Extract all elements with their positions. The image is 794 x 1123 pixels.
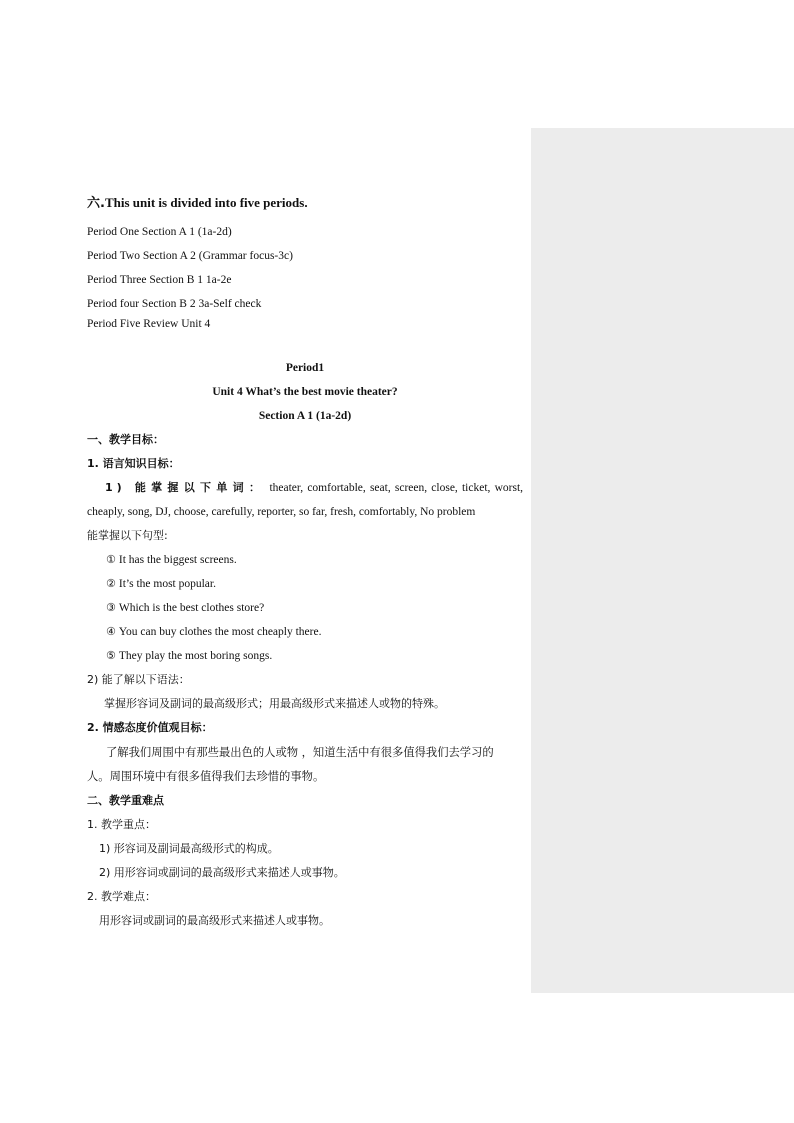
sentence-text: Which is the best clothes store? <box>118 602 265 614</box>
number-marker: ① <box>106 553 116 566</box>
period-item-1: Period One Section A 1 (1a-2d) <box>87 226 232 238</box>
sentence-item <box>106 625 321 639</box>
vocab-label: 1) 能掌握以下单词： <box>105 481 266 494</box>
sentence-item <box>106 649 272 663</box>
sentences-label: 能掌握以下句型: <box>87 529 168 542</box>
number-marker: ⑤ <box>106 649 116 662</box>
key-difficult-heading: 二、教学重难点 <box>87 794 164 807</box>
lesson-unit-title: Unit 4 What’s the best movie theater? <box>212 386 398 398</box>
comment-pane <box>531 128 794 993</box>
sentence-item <box>106 601 264 615</box>
emotion-goal-heading: 2. 情感态度价值观目标： <box>87 721 213 734</box>
periods-heading <box>87 196 308 211</box>
number-marker: ③ <box>106 601 116 614</box>
sentence-text: They play the most boring songs. <box>118 650 273 662</box>
periods-heading-text: This unit is divided into five periods. <box>104 195 308 210</box>
periods-heading-number: 六. <box>87 196 105 211</box>
emotion-line-1: 了解我们周围中有那些最出色的人或物 ，知道生活中有很多值得我们去学习的 <box>106 746 494 759</box>
number-marker: ④ <box>106 625 116 638</box>
language-goal-heading: 1. 语言知识目标： <box>87 457 180 470</box>
grammar-label: 2) 能了解以下语法： <box>87 673 190 686</box>
lesson-period: Period1 <box>285 362 325 374</box>
sentence-text: It has the biggest screens. <box>118 554 237 566</box>
lesson-section: Section A 1 (1a-2d) <box>258 410 352 422</box>
sentence-item <box>106 577 216 591</box>
period-item-2: Period Two Section A 2 (Grammar focus-3c) <box>87 250 293 262</box>
sentence-text: You can buy clothes the most cheaply there. <box>118 626 322 638</box>
goals-heading: 一、教学目标： <box>87 433 164 446</box>
key-point-item: 1) 形容词及副词最高级形式的构成。 <box>99 842 279 855</box>
key-point-item: 2) 用形容词或副词的最高级形式来描述人或事物。 <box>99 866 345 879</box>
period-item-4: Period four Section B 2 3a-Self check <box>87 298 262 310</box>
emotion-line-2: 人。周围环境中有很多值得我们去珍惜的事物。 <box>87 770 325 783</box>
sentence-item <box>106 553 237 567</box>
vocab-line-1 <box>105 481 523 495</box>
key-points-label: 1. 教学重点： <box>87 818 156 831</box>
sentence-text: It’s the most popular. <box>118 578 216 590</box>
number-marker: ② <box>106 577 116 590</box>
vocab-words-1: theater, comfortable, seat, screen, close, ticket, worst, <box>269 482 524 494</box>
period-item-5: Period Five Review Unit 4 <box>87 318 211 330</box>
vocab-line-2: cheaply, song, DJ, choose, carefully, reporter, so far, fresh, comfortably, No problem <box>87 506 476 518</box>
grammar-text: 掌握形容词及副词的最高级形式；用最高级形式来描述人或物的特殊。 <box>104 697 445 710</box>
difficult-points-label: 2. 教学难点： <box>87 890 156 903</box>
period-item-3: Period Three Section B 1 1a-2e <box>87 274 232 286</box>
difficult-points-text: 用形容词或副词的最高级形式来描述人或事物。 <box>99 914 330 927</box>
